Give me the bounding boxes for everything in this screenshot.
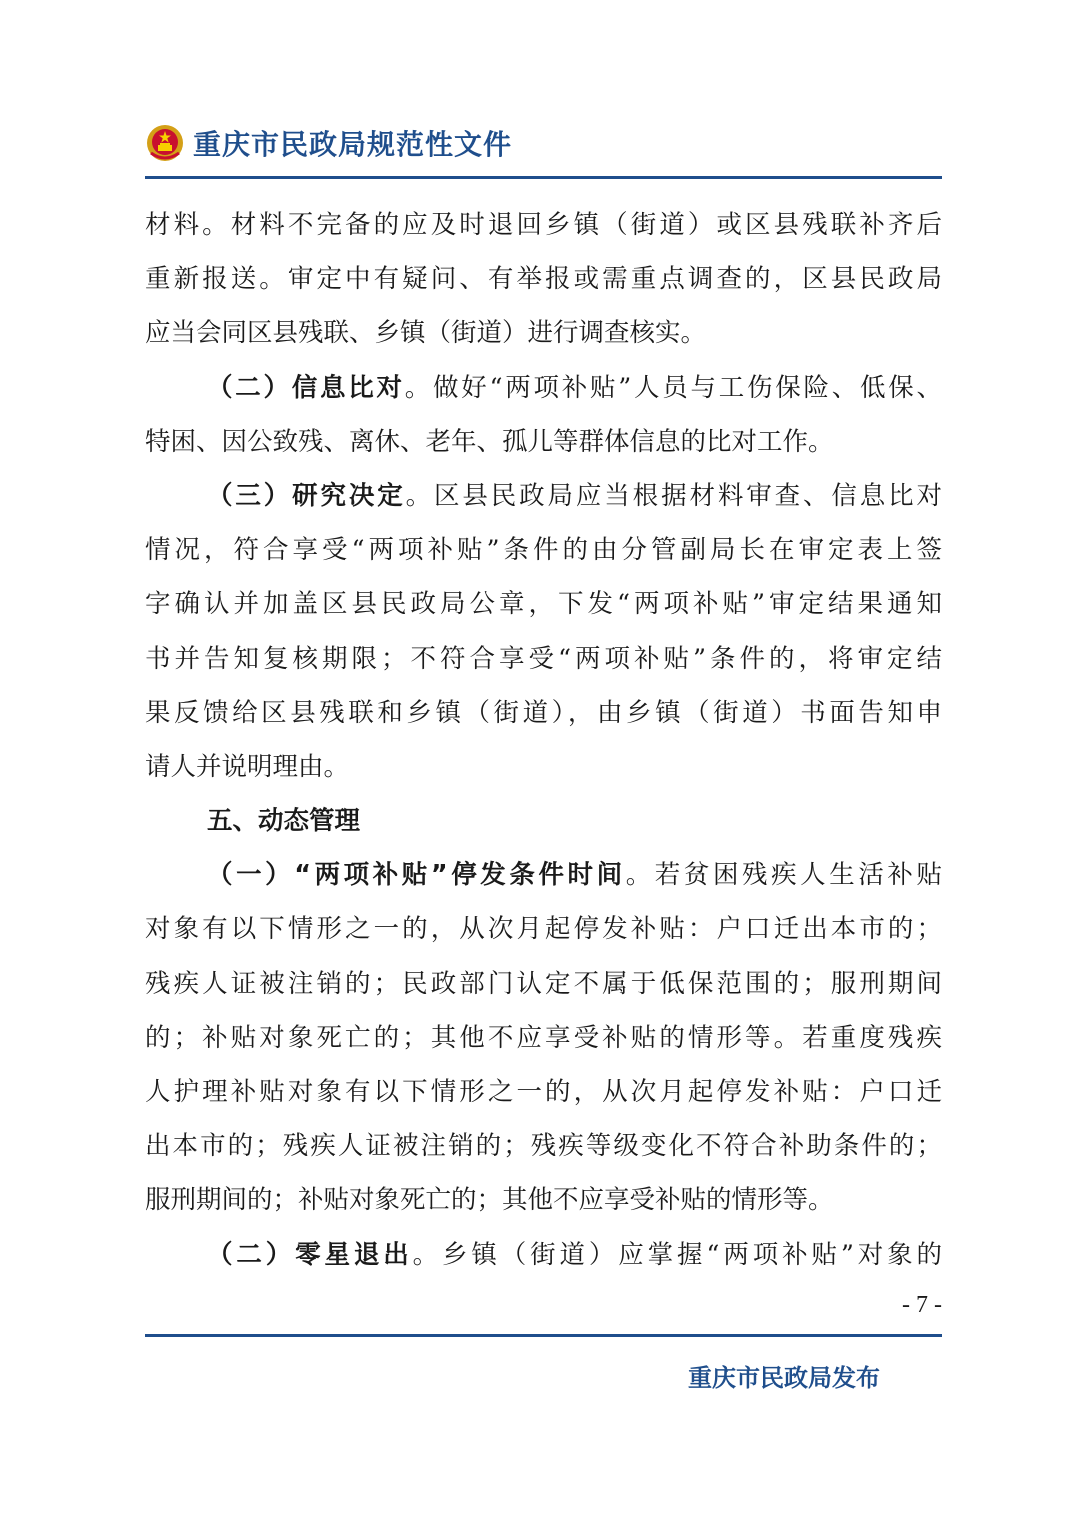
header-title: 重庆市民政局规范性文件 bbox=[193, 128, 513, 161]
header-divider bbox=[145, 176, 942, 179]
subsection-lead: （二）信息比对 bbox=[207, 372, 405, 403]
paragraph-line: 对象有以下情形之一的，从次月起停发补贴：户口迁出本市的； bbox=[145, 914, 942, 945]
paragraph-line: 请人并说明理由。 bbox=[145, 751, 350, 782]
paragraph-line: 果反馈给区县残联和乡镇（街道），由乡镇（街道）书面告知申 bbox=[145, 697, 942, 728]
paragraph-line bbox=[145, 1228, 942, 1282]
paragraph-line: 应当会同区县残联、乡镇（街道）进行调查核实。 bbox=[145, 318, 707, 349]
subsection-lead: （一）“两项补贴”停发条件时间 bbox=[207, 860, 626, 891]
paragraph-line: 书并告知复核期限；不符合享受“两项补贴”条件的，将审定结 bbox=[145, 643, 942, 674]
paragraph-line bbox=[145, 361, 942, 415]
paragraph-text: 。乡镇（街道）应掌握“两项补贴”对象的 bbox=[412, 1239, 942, 1270]
subsection-lead: （二）零星退出 bbox=[207, 1239, 413, 1270]
paragraph-text: 。做好“两项补贴”人员与工伤保险、低保、 bbox=[404, 372, 942, 403]
paragraph-line: 字确认并加盖区县民政局公章，下发“两项补贴”审定结果通知 bbox=[145, 589, 942, 620]
paragraph-text: 。若贫困残疾人生活补贴 bbox=[625, 860, 942, 891]
paragraph-line bbox=[145, 848, 942, 902]
paragraph-line: 材料。材料不完备的应及时退回乡镇（街道）或区县残联补齐后 bbox=[145, 210, 942, 240]
paragraph-line: 特困、因公致残、离休、老年、孤儿等群体信息的比对工作。 bbox=[145, 426, 834, 457]
paragraph-line: 出本市的；残疾人证被注销的；残疾等级变化不符合补助条件的； bbox=[145, 1131, 942, 1162]
paragraph-line: 人护理补贴对象有以下情形之一的，从次月起停发补贴：户口迁 bbox=[145, 1077, 942, 1107]
paragraph-line bbox=[145, 469, 942, 523]
paragraph-line: 服刑期间的；补贴对象死亡的；其他不应享受补贴的情形等。 bbox=[145, 1185, 834, 1216]
paragraph-line: 残疾人证被注销的；民政部门认定不属于低保范围的；服刑期间 bbox=[145, 968, 942, 999]
footer-publisher: 重庆市民政局发布 bbox=[688, 1364, 880, 1392]
section-heading: 五、动态管理 bbox=[207, 806, 361, 837]
national-emblem-icon bbox=[145, 123, 185, 163]
subsection-lead: （三）研究决定 bbox=[207, 480, 406, 511]
document-header bbox=[145, 118, 512, 168]
paragraph-text: 。区县民政局应当根据材料审查、信息比对 bbox=[405, 480, 942, 511]
document-body bbox=[145, 198, 942, 1282]
paragraph-line: 重新报送。审定中有疑问、有举报或需重点调查的，区县民政局 bbox=[145, 264, 942, 295]
footer-divider bbox=[145, 1334, 942, 1337]
paragraph-line: 情况，符合享受“两项补贴”条件的由分管副局长在审定表上签 bbox=[145, 535, 942, 566]
page-number: - 7 - bbox=[902, 1292, 942, 1318]
paragraph-line: 的；补贴对象死亡的；其他不应享受补贴的情形等。若重度残疾 bbox=[145, 1022, 942, 1053]
